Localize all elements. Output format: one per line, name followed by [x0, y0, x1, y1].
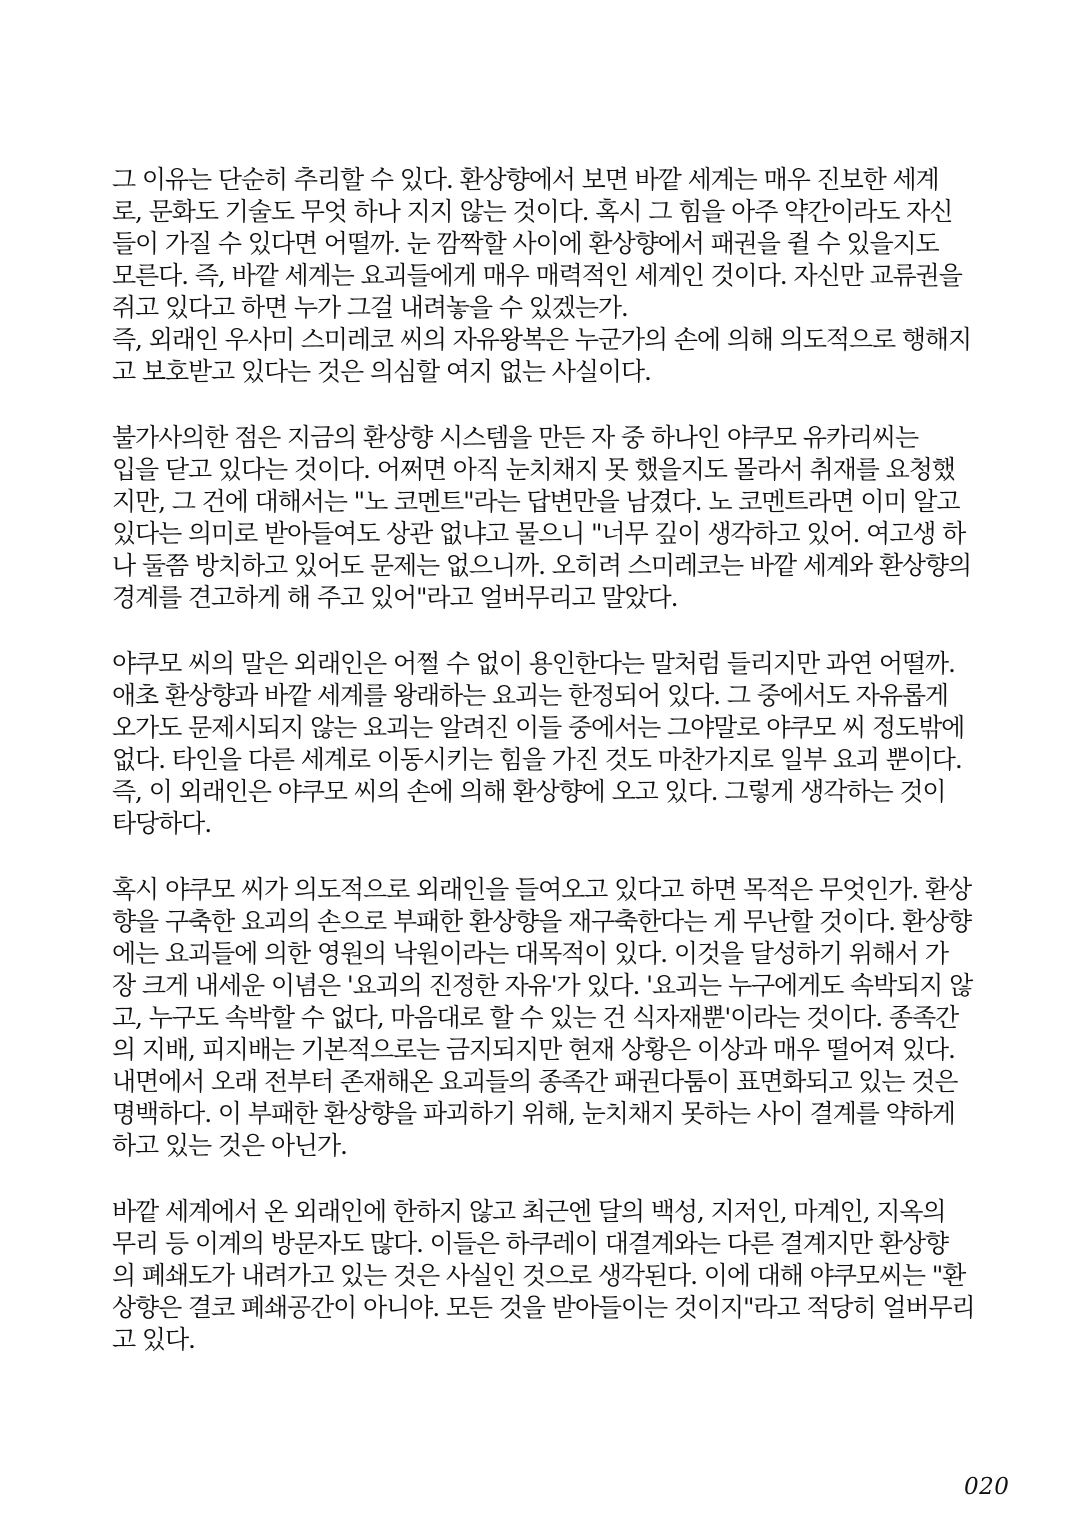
text-line: 무리 등 이계의 방문자도 많다. 이들은 하쿠레이 대결계와는 다른 결계지만 환상향 — [112, 1229, 948, 1258]
text-line: 바깥 세계에서 온 외래인에 한하지 않고 최근엔 달의 백성, 지저인, 마계인, 지옥의 — [112, 1197, 946, 1226]
text-line: 지만, 그 건에 대해서는 "노 코멘트"라는 답변만을 남겼다. 노 코멘트라면 이미 알고 — [112, 487, 960, 516]
text-line: 장 크게 내세운 이념은 '요괴의 진정한 자유'가 있다. '요괴는 누구에게도 속박되지 않 — [112, 971, 973, 1000]
text-line: 쥐고 있다고 하면 누가 그걸 내려놓을 수 있겠는가. — [112, 293, 628, 322]
text-line: 오가도 문제시되지 않는 요괴는 알려진 이들 중에서는 그야말로 야쿠모 씨 정도밖에 — [112, 713, 965, 742]
paragraph — [112, 648, 1052, 840]
paragraph — [112, 874, 1052, 1162]
text-line: 불가사의한 점은 지금의 환상향 시스템을 만든 자 중 하나인 야쿠모 유카리씨는 — [112, 423, 919, 452]
text-line: 나 둘쯤 방치하고 있어도 문제는 없으니까. 오히려 스미레코는 바깥 세계와 환상향의 — [112, 551, 972, 580]
text-line: 타당하다. — [112, 809, 212, 838]
text-line: 입을 닫고 있다는 것이다. 어쩌면 아직 눈치채지 못 했을지도 몰라서 취재를 요청했 — [112, 455, 955, 484]
text-line: 의 지배, 피지배는 기본적으로는 금지되지만 현재 상황은 이상과 매우 떨어져 있다. — [112, 1035, 955, 1064]
text-line: 고, 누구도 속박할 수 없다, 마음대로 할 수 있는 건 식자재뿐'이라는 것이다. 종족간 — [112, 1003, 959, 1032]
text-line: 로, 문화도 기술도 무엇 하나 지지 않는 것이다. 혹시 그 힘을 아주 약간이라도 자신 — [112, 197, 953, 226]
text-line: 있다는 의미로 받아들여도 상관 없냐고 물으니 "너무 깊이 생각하고 있어. 여고생 하 — [112, 519, 966, 548]
text-line: 향을 구축한 요괴의 손으로 부패한 환상향을 재구축한다는 게 무난할 것이다. 환상향 — [112, 907, 972, 936]
text-line: 혹시 야쿠모 씨가 의도적으로 외래인을 들여오고 있다고 하면 목적은 무엇인가. 환상 — [112, 875, 972, 904]
text-line: 들이 가질 수 있다면 어떨까. 눈 깜짝할 사이에 환상향에서 패권을 쥘 수 있을지도 — [112, 229, 939, 258]
text-line: 경계를 견고하게 해 주고 있어"라고 얼버무리고 말았다. — [112, 583, 678, 612]
text-line: 그 이유는 단순히 추리할 수 있다. 환상향에서 보면 바깥 세계는 매우 진보한 세계 — [112, 165, 939, 194]
paragraph — [112, 422, 1052, 614]
text-line: 에는 요괴들에 의한 영원의 낙원이라는 대목적이 있다. 이것을 달성하기 위해서 가 — [112, 939, 948, 968]
text-line: 모른다. 즉, 바깥 세계는 요괴들에게 매우 매력적인 세계인 것이다. 자신만 교류권을 — [112, 261, 962, 290]
text-line: 하고 있는 것은 아닌가. — [112, 1131, 347, 1160]
text-line: 즉, 외래인 우사미 스미레코 씨의 자유왕복은 누군가의 손에 의해 의도적으로 행해지 — [112, 325, 972, 354]
text-line: 즉, 이 외래인은 야쿠모 씨의 손에 의해 환상향에 오고 있다. 그렇게 생각하는 것이 — [112, 777, 946, 806]
text-line: 고 보호받고 있다는 것은 의심할 여지 없는 사실이다. — [112, 357, 651, 386]
article-body — [112, 164, 1052, 1390]
text-line: 고 있다. — [112, 1325, 195, 1354]
text-line: 의 폐쇄도가 내려가고 있는 것은 사실인 것으로 생각된다. 이에 대해 야쿠모씨는 "환 — [112, 1261, 966, 1290]
text-line: 애초 환상향과 바깥 세계를 왕래하는 요괴는 한정되어 있다. 그 중에서도 자유롭게 — [112, 681, 948, 710]
text-line: 내면에서 오래 전부터 존재해온 요괴들의 종족간 패권다툼이 표면화되고 있는 것은 — [112, 1067, 958, 1096]
text-line: 없다. 타인을 다른 세계로 이동시키는 힘을 가진 것도 마찬가지로 일부 요괴 뿐이다. — [112, 745, 962, 774]
page-number: 020 — [964, 1474, 1010, 1500]
text-line: 야쿠모 씨의 말은 외래인은 어쩔 수 없이 용인한다는 말처럼 들리지만 과연 어떨까. — [112, 649, 955, 678]
text-line: 명백하다. 이 부패한 환상향을 파괴하기 위해, 눈치채지 못하는 사이 결계를 약하게 — [112, 1099, 955, 1128]
paragraph — [112, 1196, 1052, 1356]
paragraph — [112, 164, 1052, 388]
text-line: 상향은 결코 폐쇄공간이 아니야. 모든 것을 받아들이는 것이지"라고 적당히 얼버무리 — [112, 1293, 975, 1322]
